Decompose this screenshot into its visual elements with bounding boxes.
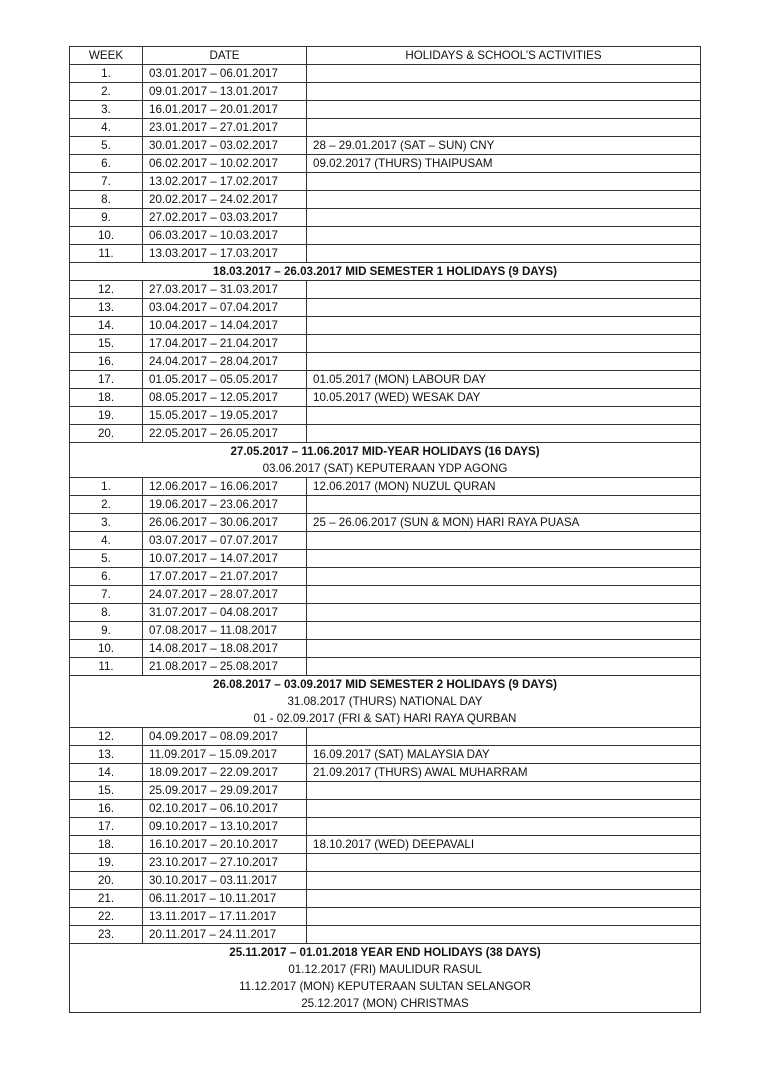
activity-cell bbox=[307, 568, 701, 586]
activity-cell: 09.02.2017 (THURS) THAIPUSAM bbox=[307, 155, 701, 173]
table-row bbox=[70, 640, 701, 658]
date-range-cell: 06.11.2017 – 10.11.2017 bbox=[143, 890, 307, 908]
holiday-period-title: 27.05.2017 – 11.06.2017 MID-YEAR HOLIDAYS (16 DAYS) bbox=[230, 445, 540, 458]
week-number-cell: 2. bbox=[70, 83, 143, 101]
table-row bbox=[70, 604, 701, 622]
date-range-cell: 06.02.2017 – 10.02.2017 bbox=[143, 155, 307, 173]
table-row bbox=[70, 137, 701, 155]
date-range-cell: 27.02.2017 – 03.03.2017 bbox=[143, 209, 307, 227]
week-number-cell: 10. bbox=[70, 227, 143, 245]
table-row bbox=[70, 317, 701, 335]
holiday-cell bbox=[70, 944, 701, 1013]
date-range-cell: 04.09.2017 – 08.09.2017 bbox=[143, 728, 307, 746]
table-row bbox=[70, 568, 701, 586]
week-number-cell: 19. bbox=[70, 407, 143, 425]
activities-column-header: HOLIDAYS & SCHOOL’S ACTIVITIES bbox=[307, 47, 701, 65]
table-row bbox=[70, 746, 701, 764]
week-number-cell: 11. bbox=[70, 658, 143, 676]
date-range-cell: 21.08.2017 – 25.08.2017 bbox=[143, 658, 307, 676]
date-range-cell: 16.01.2017 – 20.01.2017 bbox=[143, 101, 307, 119]
week-number-cell: 20. bbox=[70, 872, 143, 890]
date-range-cell: 12.06.2017 – 16.06.2017 bbox=[143, 478, 307, 496]
holiday-row bbox=[70, 676, 701, 728]
table-row bbox=[70, 173, 701, 191]
table-row bbox=[70, 353, 701, 371]
week-number-cell: 20. bbox=[70, 425, 143, 443]
activity-cell bbox=[307, 782, 701, 800]
table-row bbox=[70, 299, 701, 317]
week-number-cell: 3. bbox=[70, 101, 143, 119]
table-row bbox=[70, 155, 701, 173]
table-row bbox=[70, 836, 701, 854]
week-number-cell: 6. bbox=[70, 568, 143, 586]
date-range-cell: 01.05.2017 – 05.05.2017 bbox=[143, 371, 307, 389]
activity-cell: 18.10.2017 (WED) DEEPAVALI bbox=[307, 836, 701, 854]
table-row bbox=[70, 83, 701, 101]
date-range-cell: 24.07.2017 – 28.07.2017 bbox=[143, 586, 307, 604]
table-row bbox=[70, 908, 701, 926]
week-number-cell: 22. bbox=[70, 908, 143, 926]
week-number-cell: 19. bbox=[70, 854, 143, 872]
table-row bbox=[70, 764, 701, 782]
activity-cell bbox=[307, 728, 701, 746]
activity-cell bbox=[307, 496, 701, 514]
date-range-cell: 13.02.2017 – 17.02.2017 bbox=[143, 173, 307, 191]
activity-cell bbox=[307, 227, 701, 245]
activity-cell bbox=[307, 890, 701, 908]
activity-cell bbox=[307, 299, 701, 317]
table-row bbox=[70, 550, 701, 568]
date-range-cell: 27.03.2017 – 31.03.2017 bbox=[143, 281, 307, 299]
activity-cell bbox=[307, 335, 701, 353]
holiday-period-title: 25.11.2017 – 01.01.2018 YEAR END HOLIDAYS (38 DAYS) bbox=[229, 946, 541, 959]
date-range-cell: 03.04.2017 – 07.04.2017 bbox=[143, 299, 307, 317]
week-number-cell: 12. bbox=[70, 728, 143, 746]
activity-cell bbox=[307, 425, 701, 443]
week-number-cell: 11. bbox=[70, 245, 143, 263]
week-number-cell: 21. bbox=[70, 890, 143, 908]
date-range-cell: 13.03.2017 – 17.03.2017 bbox=[143, 245, 307, 263]
table-row bbox=[70, 782, 701, 800]
date-range-cell: 25.09.2017 – 29.09.2017 bbox=[143, 782, 307, 800]
holiday-period-title: 26.08.2017 – 03.09.2017 MID SEMESTER 2 HOLIDAYS (9 DAYS) bbox=[213, 678, 557, 691]
date-range-cell: 24.04.2017 – 28.04.2017 bbox=[143, 353, 307, 371]
table-row bbox=[70, 371, 701, 389]
week-number-cell: 7. bbox=[70, 586, 143, 604]
table-row bbox=[70, 514, 701, 532]
week-number-cell: 17. bbox=[70, 818, 143, 836]
activity-cell bbox=[307, 101, 701, 119]
table-row bbox=[70, 872, 701, 890]
activity-cell bbox=[307, 209, 701, 227]
date-range-cell: 17.07.2017 – 21.07.2017 bbox=[143, 568, 307, 586]
activity-cell: 28 – 29.01.2017 (SAT – SUN) CNY bbox=[307, 137, 701, 155]
week-number-cell: 7. bbox=[70, 173, 143, 191]
holiday-row bbox=[70, 944, 701, 1013]
date-range-cell: 30.01.2017 – 03.02.2017 bbox=[143, 137, 307, 155]
week-number-cell: 9. bbox=[70, 209, 143, 227]
date-range-cell: 13.11.2017 – 17.11.2017 bbox=[143, 908, 307, 926]
week-number-cell: 18. bbox=[70, 836, 143, 854]
date-range-cell: 26.06.2017 – 30.06.2017 bbox=[143, 514, 307, 532]
table-header bbox=[70, 47, 701, 65]
date-range-cell: 18.09.2017 – 22.09.2017 bbox=[143, 764, 307, 782]
table-row bbox=[70, 854, 701, 872]
activity-cell bbox=[307, 854, 701, 872]
table-row bbox=[70, 800, 701, 818]
holiday-row bbox=[70, 263, 701, 281]
activity-cell bbox=[307, 926, 701, 944]
activity-cell: 10.05.2017 (WED) WESAK DAY bbox=[307, 389, 701, 407]
week-number-cell: 5. bbox=[70, 137, 143, 155]
table-row bbox=[70, 65, 701, 83]
week-number-cell: 13. bbox=[70, 746, 143, 764]
table-row bbox=[70, 209, 701, 227]
week-number-cell: 4. bbox=[70, 532, 143, 550]
table-row bbox=[70, 281, 701, 299]
week-number-cell: 6. bbox=[70, 155, 143, 173]
holiday-note: 11.12.2017 (MON) KEPUTERAAN SULTAN SELANGOR bbox=[239, 980, 531, 993]
header-row bbox=[70, 47, 701, 65]
table-row bbox=[70, 818, 701, 836]
activity-cell bbox=[307, 604, 701, 622]
week-number-cell: 3. bbox=[70, 514, 143, 532]
school-calendar-table bbox=[69, 46, 701, 1013]
week-number-cell: 17. bbox=[70, 371, 143, 389]
table-body bbox=[70, 65, 701, 1013]
date-range-cell: 20.11.2017 – 24.11.2017 bbox=[143, 926, 307, 944]
activity-cell bbox=[307, 658, 701, 676]
activity-cell: 16.09.2017 (SAT) MALAYSIA DAY bbox=[307, 746, 701, 764]
activity-cell: 01.05.2017 (MON) LABOUR DAY bbox=[307, 371, 701, 389]
activity-cell bbox=[307, 586, 701, 604]
table-row bbox=[70, 532, 701, 550]
date-range-cell: 09.10.2017 – 13.10.2017 bbox=[143, 818, 307, 836]
week-number-cell: 10. bbox=[70, 640, 143, 658]
holiday-cell bbox=[70, 676, 701, 728]
date-range-cell: 03.07.2017 – 07.07.2017 bbox=[143, 532, 307, 550]
week-number-cell: 18. bbox=[70, 389, 143, 407]
date-range-cell: 14.08.2017 – 18.08.2017 bbox=[143, 640, 307, 658]
table-row bbox=[70, 728, 701, 746]
holiday-note: 31.08.2017 (THURS) NATIONAL DAY bbox=[287, 695, 483, 708]
holiday-row bbox=[70, 443, 701, 478]
table-row bbox=[70, 407, 701, 425]
week-number-cell: 5. bbox=[70, 550, 143, 568]
week-number-cell: 8. bbox=[70, 191, 143, 209]
activity-cell bbox=[307, 532, 701, 550]
date-range-cell: 03.01.2017 – 06.01.2017 bbox=[143, 65, 307, 83]
table-row bbox=[70, 119, 701, 137]
activity-cell bbox=[307, 818, 701, 836]
week-number-cell: 15. bbox=[70, 782, 143, 800]
week-number-cell: 12. bbox=[70, 281, 143, 299]
date-range-cell: 20.02.2017 – 24.02.2017 bbox=[143, 191, 307, 209]
date-range-cell: 06.03.2017 – 10.03.2017 bbox=[143, 227, 307, 245]
week-number-cell: 9. bbox=[70, 622, 143, 640]
date-range-cell: 19.06.2017 – 23.06.2017 bbox=[143, 496, 307, 514]
week-number-cell: 16. bbox=[70, 353, 143, 371]
table-row bbox=[70, 586, 701, 604]
table-row bbox=[70, 926, 701, 944]
table-row bbox=[70, 335, 701, 353]
date-range-cell: 16.10.2017 – 20.10.2017 bbox=[143, 836, 307, 854]
activity-cell bbox=[307, 622, 701, 640]
date-range-cell: 23.01.2017 – 27.01.2017 bbox=[143, 119, 307, 137]
table-row bbox=[70, 227, 701, 245]
week-number-cell: 1. bbox=[70, 478, 143, 496]
table-row bbox=[70, 496, 701, 514]
activity-cell bbox=[307, 245, 701, 263]
activity-cell bbox=[307, 281, 701, 299]
holiday-note: 25.12.2017 (MON) CHRISTMAS bbox=[301, 997, 469, 1010]
table-row bbox=[70, 622, 701, 640]
week-number-cell: 8. bbox=[70, 604, 143, 622]
activity-cell bbox=[307, 191, 701, 209]
date-range-cell: 31.07.2017 – 04.08.2017 bbox=[143, 604, 307, 622]
table-row bbox=[70, 101, 701, 119]
activity-cell bbox=[307, 908, 701, 926]
week-number-cell: 2. bbox=[70, 496, 143, 514]
table-row bbox=[70, 389, 701, 407]
activity-cell: 12.06.2017 (MON) NUZUL QURAN bbox=[307, 478, 701, 496]
activity-cell: 25 – 26.06.2017 (SUN & MON) HARI RAYA PUASA bbox=[307, 514, 701, 532]
date-range-cell: 09.01.2017 – 13.01.2017 bbox=[143, 83, 307, 101]
activity-cell bbox=[307, 407, 701, 425]
week-number-cell: 14. bbox=[70, 764, 143, 782]
date-range-cell: 08.05.2017 – 12.05.2017 bbox=[143, 389, 307, 407]
week-number-cell: 4. bbox=[70, 119, 143, 137]
activity-cell bbox=[307, 83, 701, 101]
activity-cell bbox=[307, 173, 701, 191]
activity-cell: 21.09.2017 (THURS) AWAL MUHARRAM bbox=[307, 764, 701, 782]
activity-cell bbox=[307, 640, 701, 658]
week-number-cell: 1. bbox=[70, 65, 143, 83]
week-number-cell: 15. bbox=[70, 335, 143, 353]
date-column-header: DATE bbox=[143, 47, 307, 65]
holiday-note: 03.06.2017 (SAT) KEPUTERAAN YDP AGONG bbox=[262, 462, 508, 475]
holiday-cell bbox=[70, 263, 701, 281]
date-range-cell: 15.05.2017 – 19.05.2017 bbox=[143, 407, 307, 425]
activity-cell bbox=[307, 353, 701, 371]
week-number-cell: 14. bbox=[70, 317, 143, 335]
table-row bbox=[70, 245, 701, 263]
table-row bbox=[70, 478, 701, 496]
table-row bbox=[70, 425, 701, 443]
table-row bbox=[70, 191, 701, 209]
table-row bbox=[70, 890, 701, 908]
activity-cell bbox=[307, 800, 701, 818]
date-range-cell: 07.08.2017 – 11.08.2017 bbox=[143, 622, 307, 640]
activity-cell bbox=[307, 550, 701, 568]
holiday-cell bbox=[70, 443, 701, 478]
date-range-cell: 30.10.2017 – 03.11.2017 bbox=[143, 872, 307, 890]
date-range-cell: 22.05.2017 – 26.05.2017 bbox=[143, 425, 307, 443]
date-range-cell: 10.07.2017 – 14.07.2017 bbox=[143, 550, 307, 568]
activity-cell bbox=[307, 119, 701, 137]
date-range-cell: 17.04.2017 – 21.04.2017 bbox=[143, 335, 307, 353]
date-range-cell: 11.09.2017 – 15.09.2017 bbox=[143, 746, 307, 764]
activity-cell bbox=[307, 317, 701, 335]
date-range-cell: 10.04.2017 – 14.04.2017 bbox=[143, 317, 307, 335]
holiday-note: 01 - 02.09.2017 (FRI & SAT) HARI RAYA QURBAN bbox=[253, 712, 517, 725]
week-number-cell: 23. bbox=[70, 926, 143, 944]
activity-cell bbox=[307, 65, 701, 83]
table-row bbox=[70, 658, 701, 676]
date-range-cell: 23.10.2017 – 27.10.2017 bbox=[143, 854, 307, 872]
holiday-period-title: 18.03.2017 – 26.03.2017 MID SEMESTER 1 HOLIDAYS (9 DAYS) bbox=[213, 265, 557, 278]
week-column-header: WEEK bbox=[70, 47, 143, 65]
activity-cell bbox=[307, 872, 701, 890]
date-range-cell: 02.10.2017 – 06.10.2017 bbox=[143, 800, 307, 818]
week-number-cell: 16. bbox=[70, 800, 143, 818]
holiday-note: 01.12.2017 (FRI) MAULIDUR RASUL bbox=[288, 963, 482, 976]
week-number-cell: 13. bbox=[70, 299, 143, 317]
